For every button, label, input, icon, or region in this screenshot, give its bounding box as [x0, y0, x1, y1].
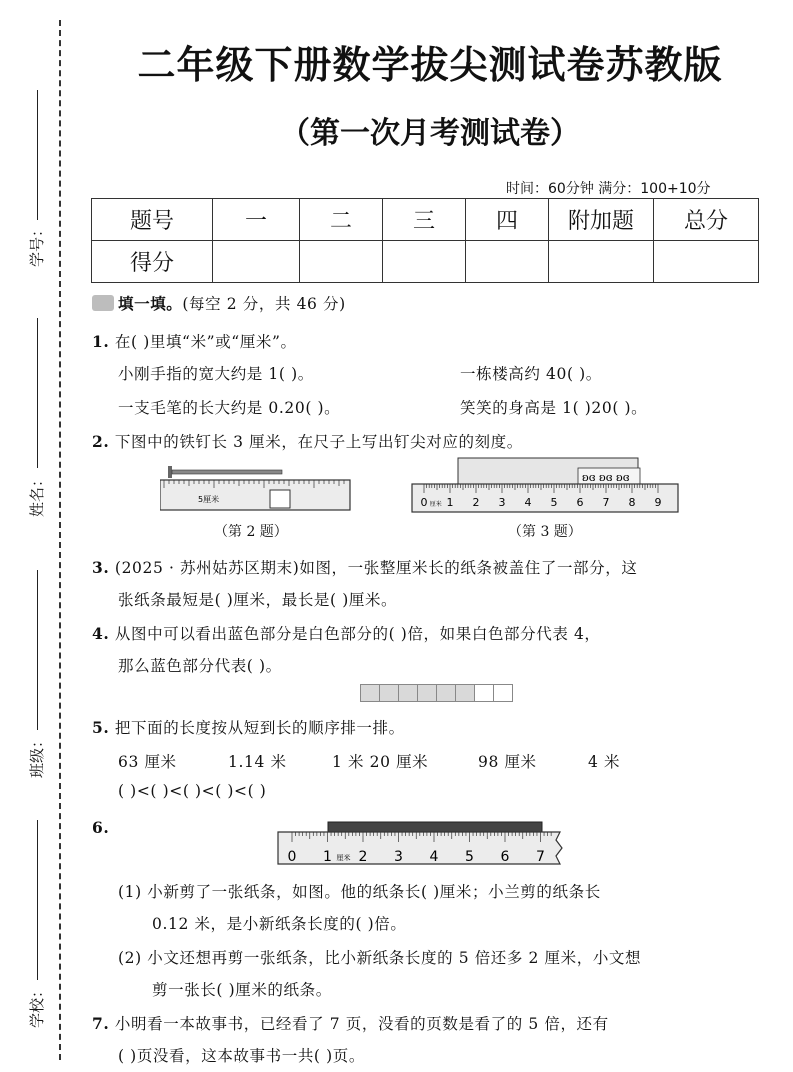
question-4-line-2: 那么蓝色部分代表( )。	[118, 657, 282, 675]
butterfly-icon: ʚɞ ʚɞ ʚɞ	[582, 471, 630, 484]
ruler-tick-label: 1	[446, 496, 454, 509]
ruler-tick-label: 6	[500, 849, 510, 865]
header-cell-4: 四	[466, 199, 549, 241]
header-cell-2: 二	[300, 199, 383, 241]
section-note: (每空 2 分，共 46 分)	[182, 295, 346, 313]
school-label: 学校：	[28, 982, 47, 1029]
ruler-body	[160, 480, 350, 510]
ruler-tick-label: 4	[429, 849, 439, 865]
q6-part2-line-1: (2) 小文还想再剪一张纸条，比小新纸条长度的 5 倍还多 2 厘米，小文想	[118, 949, 642, 967]
student-id-line	[37, 90, 38, 220]
ruler-tick-label: 4	[524, 496, 532, 509]
figure-2-nail-ruler	[160, 458, 355, 518]
name-label: 姓名：	[28, 471, 47, 518]
score-cell[interactable]	[466, 241, 549, 283]
score-cell[interactable]	[383, 241, 466, 283]
page-title: 二年级下册数学拔尖测试卷苏教版	[137, 43, 723, 87]
ruler-unit-label: 5厘米	[198, 495, 220, 504]
question-line-1: (2025 · 苏州姑苏区期末)如图，一张整厘米长的纸条被盖住了一部分，这	[114, 559, 638, 577]
score-cell[interactable]	[213, 241, 300, 283]
blue-cell	[455, 684, 475, 702]
question-7	[92, 1012, 609, 1034]
length-item: 4 米	[588, 753, 621, 771]
q1-item-c: 一支毛笔的长大约是 0.20( )。	[118, 399, 341, 417]
ruler-tick-label: 5	[465, 849, 474, 865]
ruler-tick-label: 6	[576, 496, 584, 509]
ruler-tick-label: 3	[394, 849, 403, 865]
question-number: 3.	[92, 558, 110, 577]
length-item: 98 厘米	[478, 753, 537, 771]
header-cell-3: 三	[383, 199, 466, 241]
score-cell[interactable]	[300, 241, 383, 283]
q1-item-a: 小刚手指的宽大约是 1( )。	[118, 365, 314, 383]
question-stem: 在( )里填“米”或“厘米”。	[114, 333, 297, 351]
answer-box	[270, 490, 290, 508]
length-item: 1.14 米	[228, 753, 287, 771]
figure-3-covered-strip	[410, 456, 685, 518]
question-number: 1.	[92, 332, 110, 351]
q6-part1-line-2: 0.12 米，是小新纸条长度的( )倍。	[152, 915, 407, 933]
paper-strip	[328, 822, 542, 832]
question-number: 5.	[92, 718, 110, 737]
ruler-tick-label: 3	[498, 496, 506, 509]
name-line	[37, 318, 38, 468]
ruler-tick-label: 0	[420, 496, 428, 509]
section-heading	[92, 292, 346, 314]
score-cell[interactable]	[549, 241, 654, 283]
score-table	[91, 198, 759, 283]
q6-part2-line-2: 剪一张长( )厘米的纸条。	[152, 981, 332, 999]
figure-6-strip-ruler	[276, 810, 566, 870]
binding-dash-line	[59, 20, 61, 1060]
header-cell-1: 一	[213, 199, 300, 241]
blue-cell	[417, 684, 437, 702]
ruler-tick-label: 2	[358, 849, 368, 865]
order-answer-line: ( )<( )<( )<( )<( )	[118, 782, 267, 800]
length-item: 63 厘米	[118, 753, 177, 771]
question-1	[92, 330, 297, 352]
white-cell	[474, 684, 494, 702]
blue-cell	[398, 684, 418, 702]
student-id-label: 学号：	[28, 221, 47, 268]
question-number: 6.	[92, 818, 110, 837]
question-3	[92, 556, 637, 578]
question-number: 2.	[92, 432, 110, 451]
question-6	[92, 818, 109, 837]
ruler-unit-label: 厘米	[429, 501, 442, 508]
blue-cell	[436, 684, 456, 702]
question-number: 4.	[92, 624, 110, 643]
ruler-tick-label: 0	[287, 849, 297, 865]
header-cell-total: 总分	[654, 199, 759, 241]
color-strip-figure	[360, 684, 513, 702]
question-2	[92, 430, 523, 452]
question-7-line-2: ( )页没看，这本故事书一共( )页。	[118, 1047, 365, 1065]
question-4	[92, 622, 601, 644]
length-item: 1 米 20 厘米	[332, 753, 429, 771]
question-3-line-2: 张纸条最短是( )厘米，最长是( )厘米。	[118, 591, 398, 609]
section-badge	[92, 295, 114, 311]
class-line	[37, 570, 38, 730]
q1-item-d: 笑笑的身高是 1( )20( )。	[460, 399, 648, 417]
header-cell-question: 题号	[92, 199, 213, 241]
ruler-unit-label: 厘米	[336, 854, 351, 862]
q1-item-b: 一栋楼高约 40( )。	[460, 365, 602, 383]
white-cell	[493, 684, 513, 702]
score-row-label: 得分	[92, 241, 213, 283]
figure-2-caption: （第 2 题）	[214, 524, 288, 540]
ruler-tick-label: 2	[472, 496, 480, 509]
ruler-tick-label: 7	[536, 849, 545, 865]
nail-shaft	[172, 470, 282, 474]
question-line-1: 从图中可以看出蓝色部分是白色部分的( )倍，如果白色部分代表 4，	[114, 625, 601, 643]
question-5	[92, 716, 405, 738]
question-stem: 把下面的长度按从短到长的顺序排一排。	[114, 719, 405, 737]
q6-part1-line-1: (1) 小新剪了一张纸条，如图。他的纸条长( )厘米；小兰剪的纸条长	[118, 883, 601, 901]
ruler-tick-label: 1	[323, 849, 332, 865]
header-cell-bonus: 附加题	[549, 199, 654, 241]
nail-head	[168, 466, 172, 478]
blue-cell	[360, 684, 380, 702]
blue-cell	[379, 684, 399, 702]
time-info: 时间：60分钟 满分：100+10分	[506, 181, 711, 197]
section-title: 填一填。	[118, 295, 183, 313]
class-label: 班级：	[28, 732, 47, 779]
figure-3-caption: （第 3 题）	[508, 524, 582, 540]
question-line-1: 小明看一本故事书，已经看了 7 页，没看的页数是看了的 5 倍，还有	[114, 1015, 609, 1033]
school-line	[37, 820, 38, 980]
ruler-tick-label: 9	[654, 496, 662, 509]
page-subtitle: （第一次月考测试卷）	[280, 116, 580, 151]
ruler-tick-label: 8	[628, 496, 636, 509]
question-stem: 下图中的铁钉长 3 厘米，在尺子上写出钉尖对应的刻度。	[114, 433, 523, 451]
question-number: 7.	[92, 1014, 110, 1033]
score-cell[interactable]	[654, 241, 759, 283]
ruler-tick-label: 7	[602, 496, 610, 509]
ruler-tick-label: 5	[550, 496, 558, 509]
ruler-body	[278, 832, 562, 864]
